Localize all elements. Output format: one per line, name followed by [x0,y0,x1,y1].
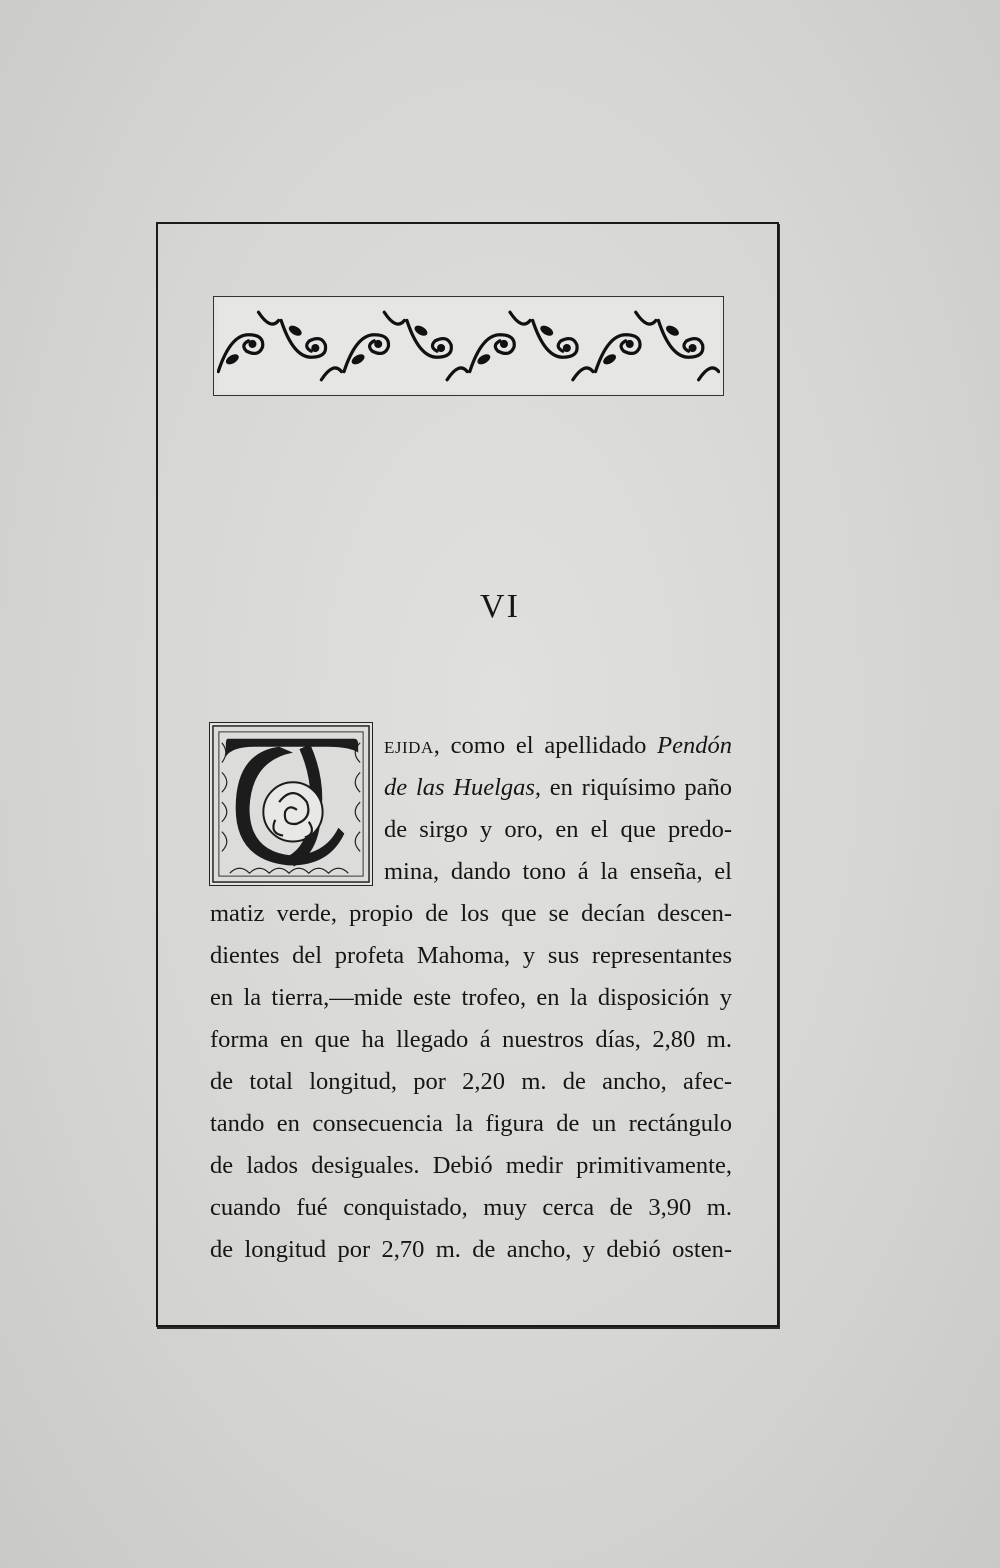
text-line-6: dientes del profeta Mahoma, y sus representantes [210,942,732,969]
text-line-7: en la tierra,—mide este trofeo, en la disposición y [210,984,732,1011]
text-line-8: forma en que ha llegado á nuestros días, 2,80 m. [210,1026,732,1053]
italic-title-part-1: Pendón [657,732,732,759]
text-line-4: mina, dando tono á la enseña, el [384,858,732,885]
text-line-10: tando en consecuencia la figura de un rectángulo [210,1110,732,1137]
italic-title-part-2: de las Huelgas, [384,774,542,801]
ornate-letter-t-icon [210,723,372,885]
arabesque-ornament-icon [217,300,720,392]
line-1-text: , como el apellidado [433,732,658,759]
ornamental-headpiece [213,296,724,396]
text-line-2 [384,776,732,801]
line-2-text: en riquísimo paño [541,774,732,801]
text-line-11: de lados desiguales. Debió medir primitivamente, [210,1152,732,1179]
text-line-5: matiz verde, propio de los que se decían descen- [210,900,732,927]
chapter-number: VI [480,588,520,625]
text-line-1 [384,734,732,759]
drop-cap-initial [209,722,373,886]
text-line-3: de sirgo y oro, en el que predo- [384,816,732,843]
text-line-9: de total longitud, por 2,20 m. de ancho, afec- [210,1068,732,1095]
text-line-12: cuando fué conquistado, muy cerca de 3,90 m. [210,1194,732,1221]
text-line-13: de longitud por 2,70 m. de ancho, y debió osten- [210,1236,732,1263]
lead-word: ejida [384,732,434,759]
